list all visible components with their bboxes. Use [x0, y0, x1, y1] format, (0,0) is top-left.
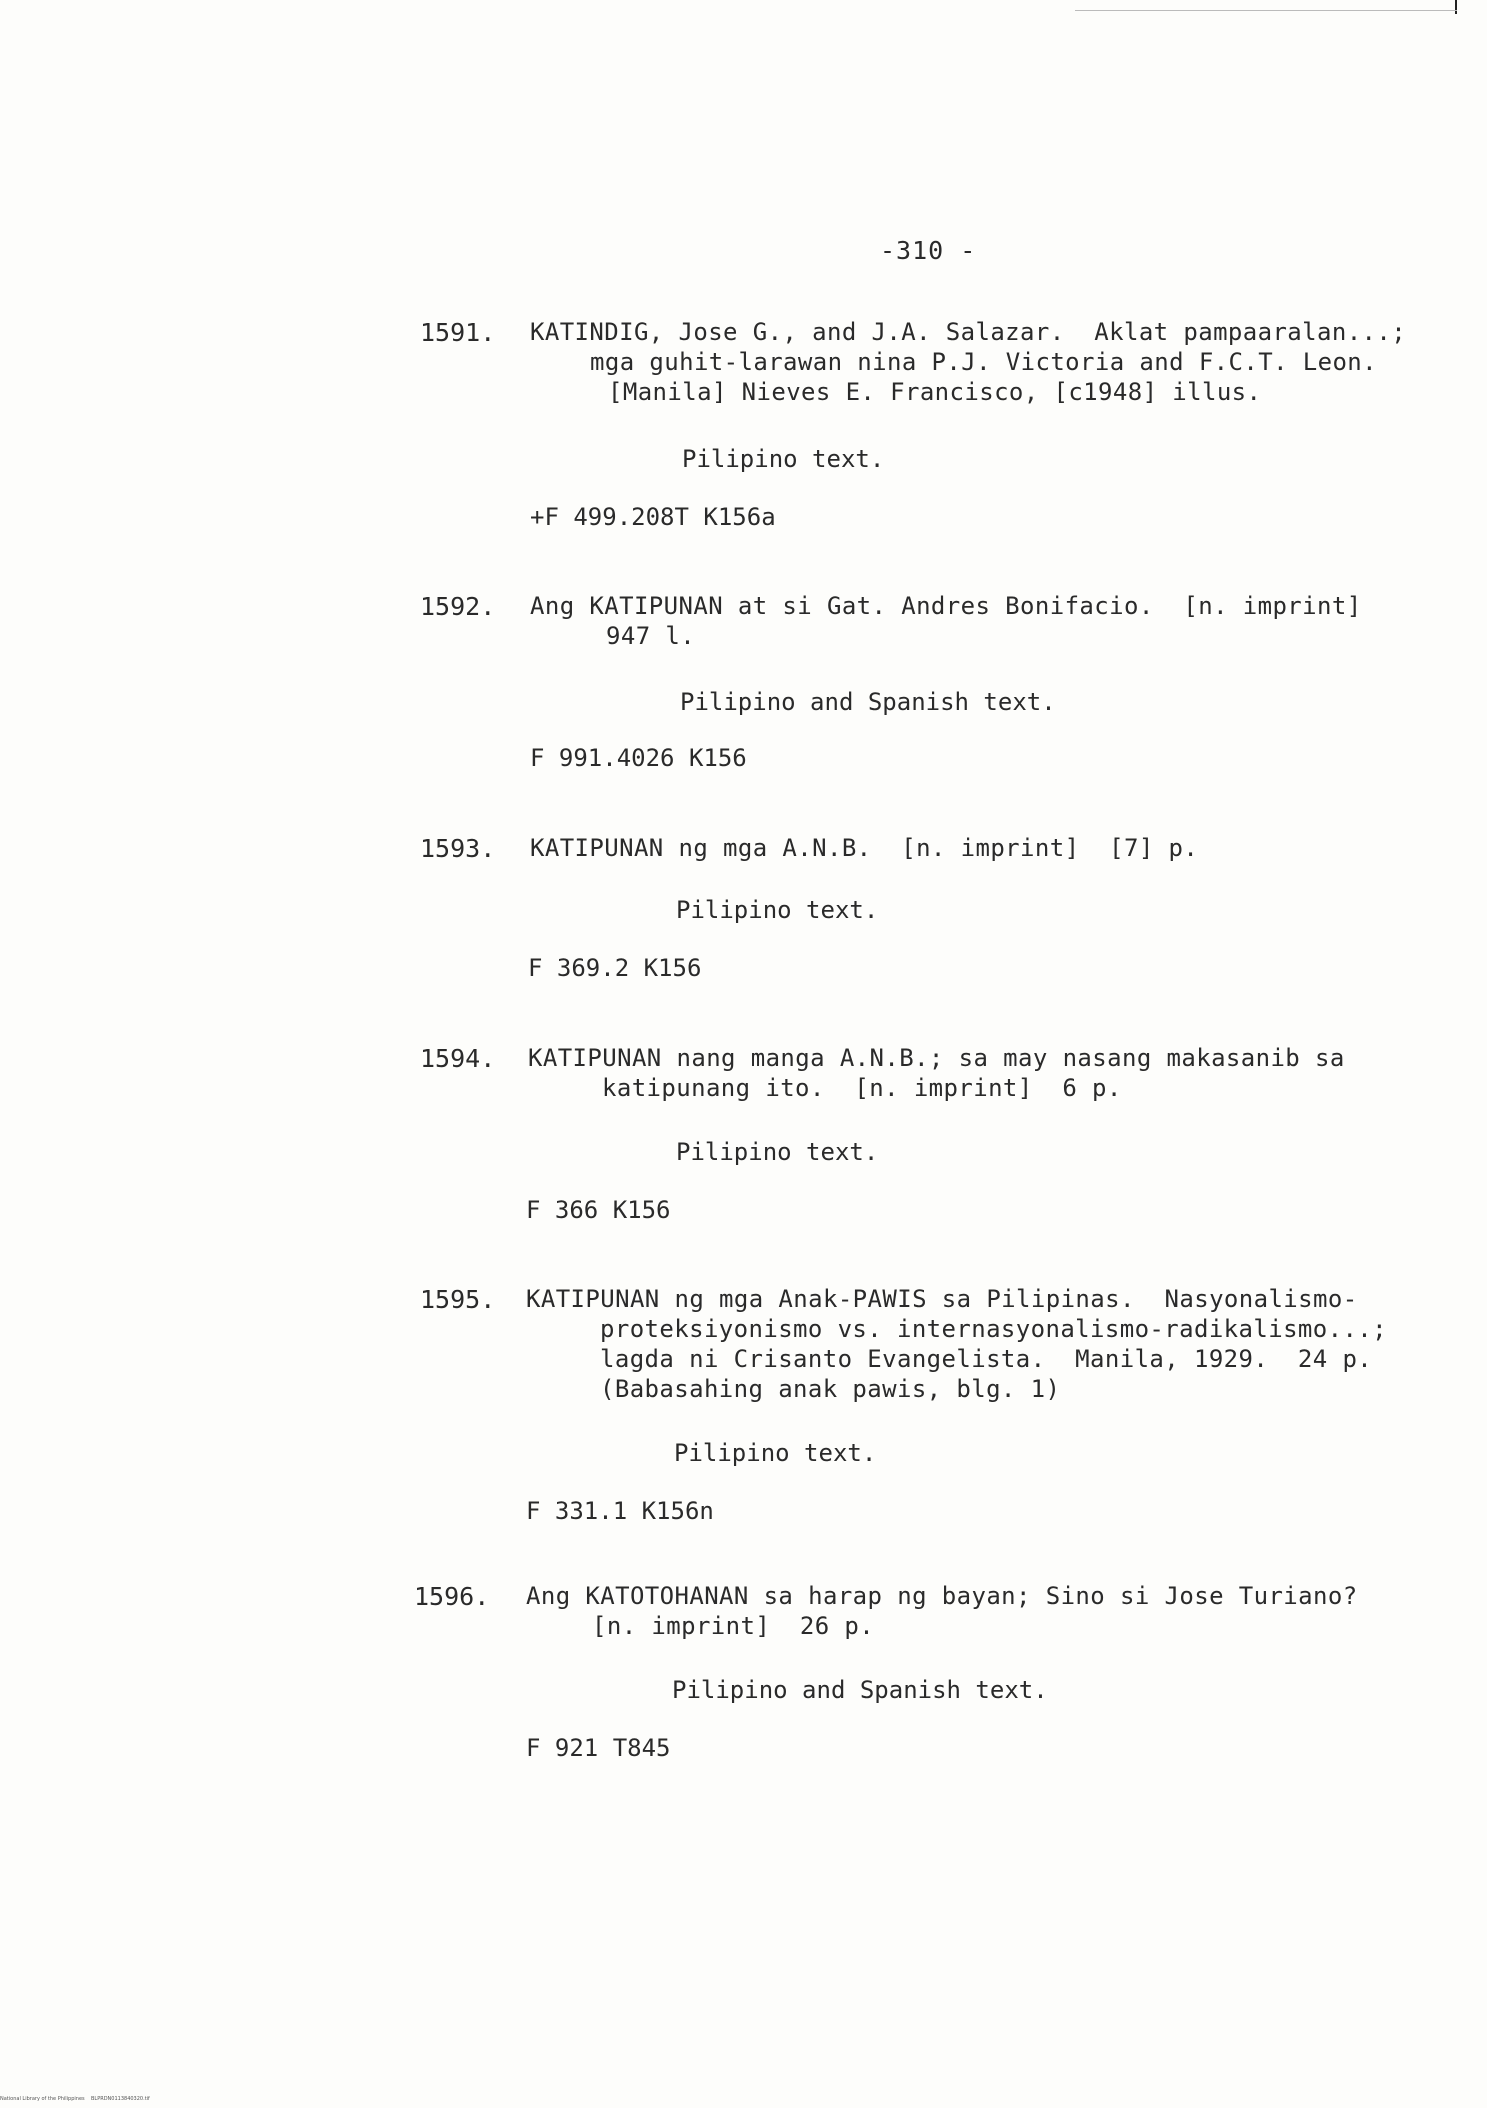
entry-note: Pilipino text.: [676, 1138, 879, 1166]
entry-number: 1594.: [420, 1044, 496, 1073]
scan-edge-line: [1075, 10, 1457, 11]
entry-line: mga guhit-larawan nina P.J. Victoria and F.C.T. Leon.: [590, 348, 1378, 376]
entry-line: Ang KATIPUNAN at si Gat. Andres Bonifacio. [n. imprint]: [530, 592, 1362, 620]
entry-note: Pilipino text.: [676, 896, 879, 924]
call-number: F 331.1 K156n: [526, 1497, 714, 1525]
entry-note: Pilipino and Spanish text.: [680, 688, 1056, 716]
call-number: F 369.2 K156: [528, 954, 702, 982]
entry-note: Pilipino text.: [682, 445, 885, 473]
entry-line: KATINDIG, Jose G., and J.A. Salazar. Aklat pampaaralan...;: [530, 318, 1407, 346]
entry-line: 947 l.: [606, 622, 696, 650]
page-number: -310 -: [880, 236, 977, 265]
entry-note: Pilipino text.: [674, 1439, 877, 1467]
entry-number: 1596.: [414, 1582, 490, 1611]
call-number: F 991.4026 K156: [530, 744, 747, 772]
entry-line: proteksiyonismo vs. internasyonalismo-radikalismo...;: [600, 1315, 1388, 1343]
call-number: F 921 T845: [526, 1734, 671, 1762]
entry-line: lagda ni Crisanto Evangelista. Manila, 1929. 24 p.: [600, 1345, 1373, 1373]
entry-line: KATIPUNAN ng mga A.N.B. [n. imprint] [7] p.: [530, 834, 1199, 862]
entry-line: katipunang ito. [n. imprint] 6 p.: [602, 1074, 1122, 1102]
entry-line: [Manila] Nieves E. Francisco, [c1948] illus.: [608, 378, 1262, 406]
entry-number: 1591.: [420, 318, 496, 347]
entry-line: (Babasahing anak pawis, blg. 1): [600, 1375, 1061, 1403]
entry-line: [n. imprint] 26 p.: [592, 1612, 875, 1640]
scan-edge-mark: [1455, 0, 1457, 14]
entry-number: 1593.: [420, 834, 496, 863]
entry-line: Ang KATOTOHANAN sa harap ng bayan; Sino si Jose Turiano?: [526, 1582, 1358, 1610]
entry-line: KATIPUNAN ng mga Anak-PAWIS sa Pilipinas. Nasyonalismo-: [526, 1285, 1358, 1313]
entry-number: 1592.: [420, 592, 496, 621]
entry-number: 1595.: [420, 1285, 496, 1314]
entry-note: Pilipino and Spanish text.: [672, 1676, 1048, 1704]
call-number: F 366 K156: [526, 1196, 671, 1224]
entry-line: KATIPUNAN nang manga A.N.B.; sa may nasang makasanib sa: [528, 1044, 1345, 1072]
scan-footer: National Library of the Philippines BLPRDN0113840320.tif: [0, 2096, 150, 2102]
call-number: +F 499.208T K156a: [530, 503, 776, 531]
